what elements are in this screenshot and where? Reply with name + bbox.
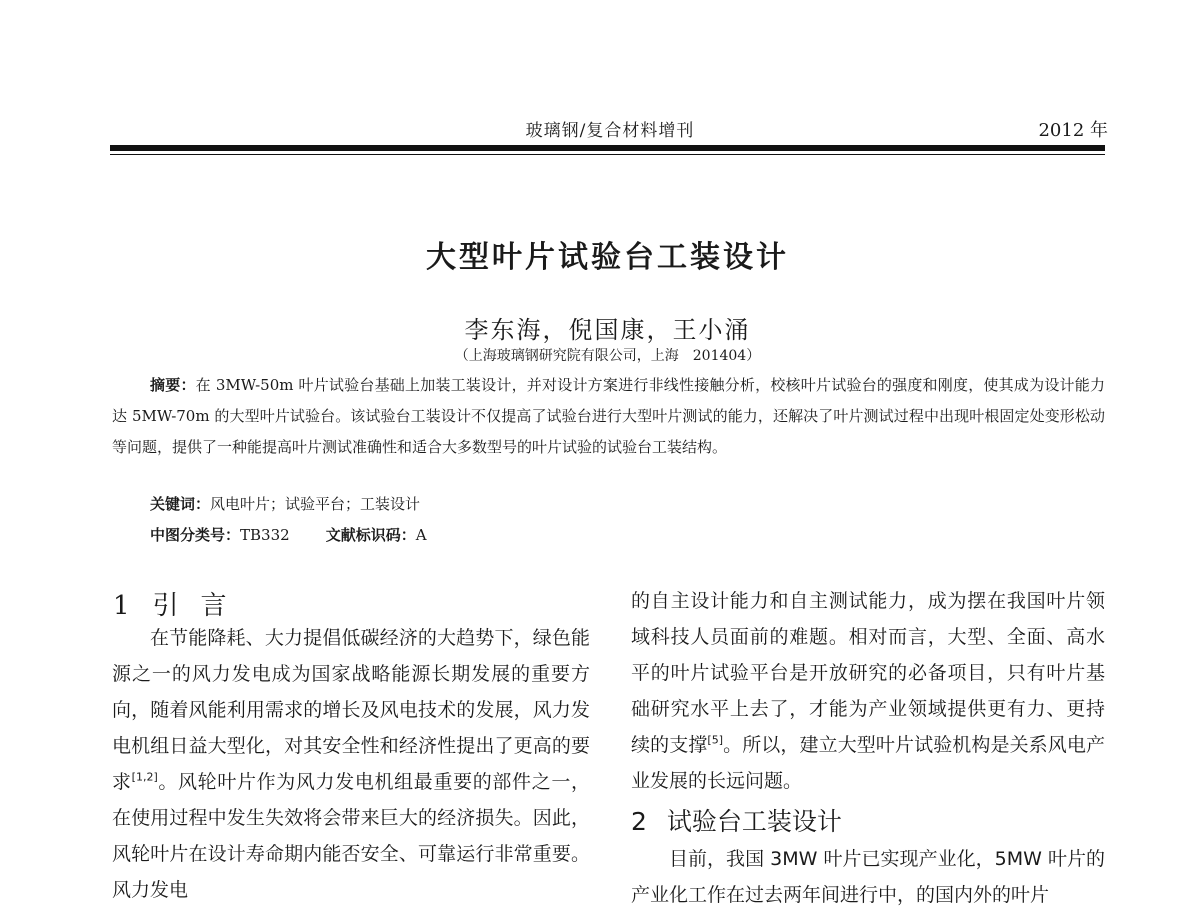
intro-paragraph-left — [112, 620, 590, 901]
section-1-heading — [113, 585, 249, 622]
article-authors: 李东海，倪国康，王小涌 — [464, 316, 751, 344]
clc-value: TB332 — [240, 526, 290, 544]
keywords-text: 风电叶片；试验平台；工装设计 — [210, 495, 421, 513]
header-rule-thick — [110, 145, 1105, 151]
running-header-year: 2012 年 — [1038, 120, 1108, 141]
keywords-line — [150, 493, 420, 514]
clc-label: 中图分类号： — [150, 526, 241, 544]
doc-code-value: A — [415, 526, 427, 544]
classification-line — [150, 524, 427, 545]
section-2-heading — [631, 802, 842, 838]
intro-right-text-a: 的自主设计能力和自主测试能力，成为摆在我国叶片领域科技人员面前的难题。相对而言，大型、全面、高水平的叶片试验平台是开放研究的必备项目，只有叶片基础研究水平上去了，才能为产业领域提供更有力、更持续的支撑 — [631, 590, 1105, 756]
doc-code-label: 文献标识码： — [325, 526, 416, 544]
section-2-title: 试验台工装设计 — [666, 807, 842, 836]
section-2-number: 2 — [631, 807, 647, 836]
abstract-label: 摘要： — [150, 376, 196, 394]
intro-right-text-b: 。所以，建立大型叶片试验机构是关系风电产业发展的长远问题。 — [631, 734, 1105, 792]
section-1-title: 引言 — [152, 591, 249, 621]
keywords-label: 关键词： — [150, 495, 211, 513]
citation-1-2: [1,2] — [131, 770, 158, 784]
article-title: 大型叶片试验台工装设计 — [426, 240, 789, 275]
running-header-journal: 玻璃钢/复合材料增刊 — [525, 121, 695, 141]
abstract-text: 在 3MW-50m 叶片试验台基础上加装工装设计，并对设计方案进行非线性接触分析，校核叶片试验台的强度和刚度，使其成为设计能力达 5MW-70m 的大型叶片试验台。该试验台工装设计不仅提高了试验台进行大型叶片测试的能力，还解决了叶片测试过程中出现叶根固定处变形松动等问题，提供了一种能提高叶片测试准确性和适合大多数型号的叶片试验的试验台工装结构。 — [112, 376, 1105, 456]
abstract — [112, 370, 1105, 463]
section-2-paragraph: 目前，我国 3MW 叶片已实现产业化，5MW 叶片的产业化工作在过去两年间进行中，的国内外的叶片 — [631, 848, 1105, 906]
header-rule-thin — [110, 154, 1105, 155]
article-affiliation: （上海玻璃钢研究院有限公司，上海 201404） — [454, 348, 761, 364]
intro-paragraph-right — [631, 583, 1105, 799]
section-1-number: 1 — [113, 591, 131, 621]
intro-left-text-b: 。风轮叶片作为风力发电机组最重要的部件之一，在使用过程中发生失效将会带来巨大的经济损失。因此，风轮叶片在设计寿命期内能否安全、可靠运行非常重要。风力发电 — [112, 771, 590, 901]
citation-5: [5] — [707, 733, 723, 747]
intro-left-text-a: 在节能降耗、大力提倡低碳经济的大趋势下，绿色能源之一的风力发电成为国家战略能源长期发展的重要方向，随着风能利用需求的增长及风电技术的发展，风力发电机组日益大型化，对其安全性和经济性提出了更高的要求 — [112, 627, 590, 793]
